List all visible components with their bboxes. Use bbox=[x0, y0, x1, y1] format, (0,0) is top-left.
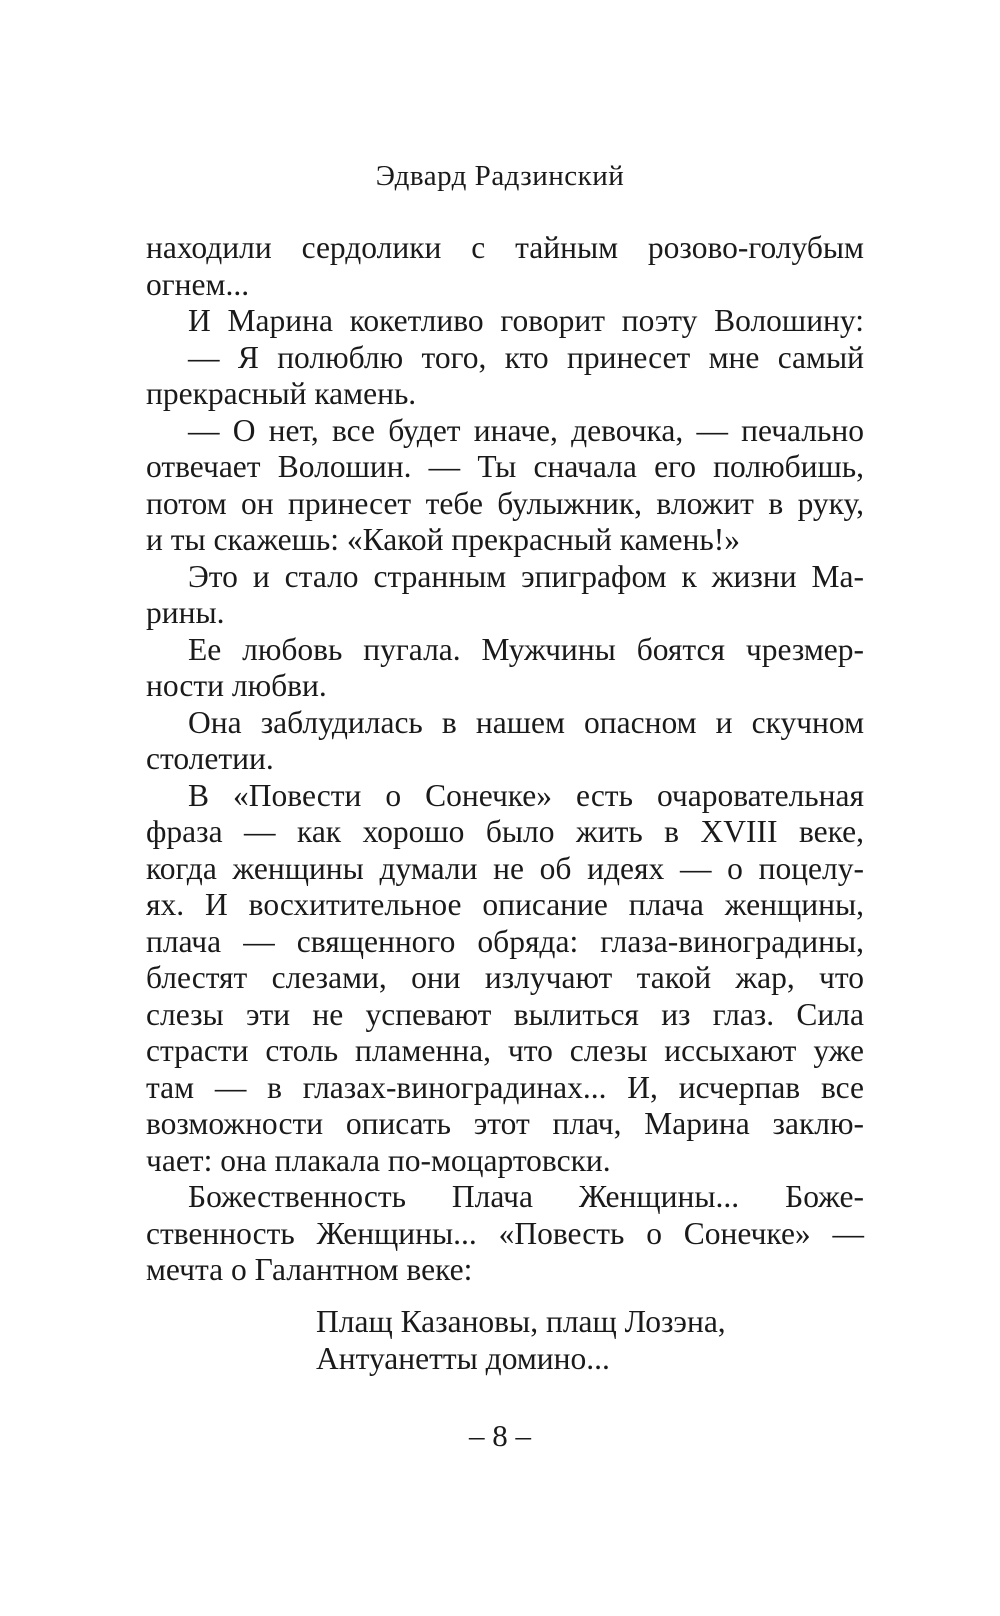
text-line: В «Повести о Сонечке» есть очаровательная bbox=[188, 777, 864, 813]
text-line: И Марина кокетливо говорит поэту Волошину: bbox=[188, 303, 864, 338]
text-line: — О нет, все будет иначе, девочка, — печально bbox=[188, 412, 864, 448]
verse-quote bbox=[316, 1304, 726, 1377]
text-line: мечта о Галантном веке: bbox=[146, 1252, 473, 1287]
text-line: Божественность Плача Женщины... Боже- bbox=[188, 1179, 864, 1214]
text-line: фраза — как хорошо было жить в XVIII веке, bbox=[146, 814, 864, 849]
text-line: ях. И восхитительное описание плача женщины, bbox=[146, 887, 864, 922]
verse-line: Плащ Казановы, плащ Лозэна, bbox=[316, 1304, 726, 1339]
verse-line: Антуанетты домино... bbox=[316, 1340, 610, 1376]
text-line: там — в глазах-виноградинах... И, исчерпав все bbox=[146, 1069, 864, 1105]
text-line: блестят слезами, они излучают такой жар, что bbox=[146, 960, 864, 995]
text-line: когда женщины думали не об идеях — о поцелу- bbox=[146, 850, 864, 886]
text-line: прекрасный камень. bbox=[146, 376, 417, 411]
text-line: отвечает Волошин. — Ты сначала его полюбишь, bbox=[146, 449, 864, 484]
body-text bbox=[146, 230, 864, 1289]
text-line: Она заблудилась в нашем опасном и скучном bbox=[188, 704, 864, 740]
text-line: и ты скажешь: «Какой прекрасный камень!» bbox=[146, 522, 740, 557]
text-line: возможности описать этот плач, Марина заклю- bbox=[146, 1106, 864, 1141]
text-line: чает: она плакала по-моцартовски. bbox=[146, 1142, 611, 1178]
text-line: Ее любовь пугала. Мужчины боятся чрезмер- bbox=[188, 631, 864, 667]
text-line: потом он принесет тебе булыжник, вложит в руку, bbox=[146, 485, 864, 521]
text-line: — Я полюблю того, кто принесет мне самый bbox=[188, 339, 864, 375]
text-line: ственность Женщины... «Повесть о Сонечке» — bbox=[146, 1215, 864, 1251]
text-line: ности любви. bbox=[146, 668, 327, 703]
text-line: находили сердолики с тайным розово-голубым bbox=[146, 230, 864, 265]
text-line: рины. bbox=[146, 595, 225, 630]
text-line: Это и стало странным эпиграфом к жизни Ма- bbox=[188, 558, 864, 594]
page-number: – 8 – bbox=[469, 1418, 531, 1453]
running-head: Эдвард Радзинский bbox=[375, 160, 625, 192]
text-line: слезы эти не успевают вылиться из глаз. Сила bbox=[146, 996, 864, 1032]
text-line: страсти столь пламенна, что слезы иссыхают уже bbox=[146, 1033, 864, 1068]
text-line: огнем... bbox=[146, 266, 250, 302]
text-line: столетии. bbox=[146, 741, 274, 776]
text-line: плача — священного обряда: глаза-виноградины, bbox=[146, 923, 864, 959]
